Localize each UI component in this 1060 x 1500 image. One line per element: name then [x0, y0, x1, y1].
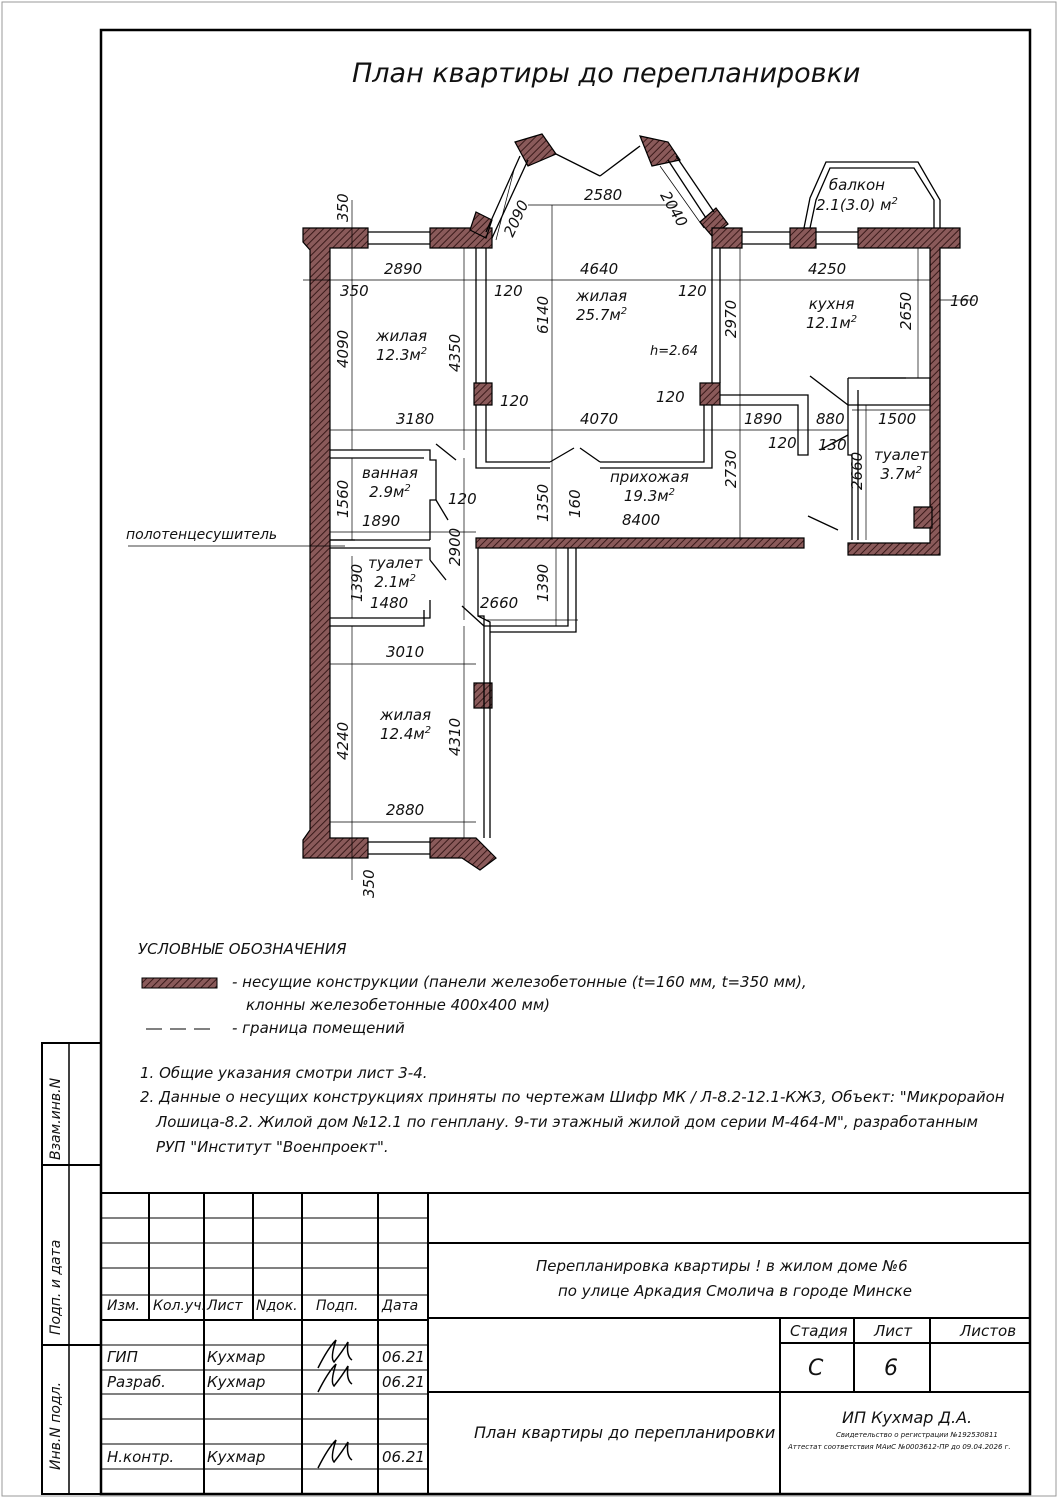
- dim-160-a: 160: [950, 292, 979, 310]
- dim-120-b: 120: [678, 282, 707, 300]
- dim-120-c: 120: [500, 392, 529, 410]
- dim-160-b: 160: [566, 489, 584, 518]
- stamp-name-nkontr: Кухмар: [207, 1448, 266, 1466]
- stamp-header-list: Лист: [207, 1298, 243, 1314]
- floor-plan: [303, 134, 975, 880]
- stamp-header-kolch: Кол.уч.: [153, 1298, 206, 1314]
- dim-8400: 8400: [622, 511, 661, 529]
- ceiling-height: h=2.64: [650, 344, 699, 359]
- area-unit-sup: 2: [620, 306, 628, 317]
- area-unit-sup: 2: [409, 573, 416, 584]
- note-2c: РУП "Институт "Военпроект".: [156, 1138, 389, 1156]
- area-unit-sup: 2: [404, 483, 411, 494]
- room-area: 19.3м: [623, 487, 669, 505]
- room-label-living-left: [376, 329, 427, 363]
- room-area: 2.1(3.0) м: [816, 196, 892, 214]
- dim-350-a: 350: [334, 193, 352, 222]
- wall-top-right: [848, 228, 960, 555]
- room-area: 12.1м: [806, 314, 851, 332]
- dim-880: 880: [816, 410, 845, 428]
- dim-1500: 1500: [878, 410, 917, 428]
- note-1: 1. Общие указания смотри лист 3-4.: [140, 1064, 428, 1082]
- dim-4250: 4250: [808, 260, 847, 278]
- room-name: ванная: [362, 464, 418, 482]
- room-label-kitchen: [806, 297, 857, 331]
- room-name: прихожая: [610, 468, 689, 486]
- dim-2660-a: 2660: [848, 451, 866, 490]
- dim-120-d: 120: [656, 388, 685, 406]
- room-name: балкон: [828, 176, 885, 194]
- stamp-role-razrab: Разраб.: [107, 1373, 166, 1391]
- signatures: [318, 1340, 352, 1468]
- dim-4090: 4090: [334, 329, 352, 368]
- dim-1390-a: 1390: [348, 563, 366, 602]
- dim-2660-b: 2660: [480, 594, 519, 612]
- legend-bearing-line1: - несущие конструкции (панели железобетонные (t=160 мм, t=350 мм),: [232, 973, 807, 991]
- towel-dryer-label: полотенцесушитель: [126, 527, 278, 543]
- column-bay-top-left: [515, 134, 556, 166]
- side-label-podp: Подп. и дата: [48, 1239, 64, 1335]
- side-label-inv: Инв.N подл.: [48, 1381, 64, 1470]
- room-area: 3.7м: [880, 465, 916, 483]
- stamp-date-razrab: 06.21: [382, 1373, 425, 1391]
- dim-120-e: 120: [768, 434, 797, 452]
- area-unit-sup: 2: [850, 314, 858, 325]
- wall-top-mid: [712, 228, 742, 248]
- dim-6140: 6140: [534, 295, 552, 334]
- stamp-name-razrab: Кухмар: [207, 1373, 266, 1391]
- project-line-2: по улице Аркадия Смолича в городе Минске: [558, 1282, 913, 1300]
- drawing-title: План квартиры до перепланировки: [474, 1423, 776, 1442]
- dim-4070: 4070: [580, 410, 619, 428]
- column-center-right: [700, 383, 720, 405]
- dim-120-f: 120: [448, 490, 477, 508]
- stamp-stage-value: С: [808, 1356, 824, 1381]
- column-bay-top-right: [640, 136, 680, 166]
- stamp-header-podp: Подп.: [316, 1298, 359, 1314]
- room-name: жилая: [380, 706, 432, 724]
- dim-1480: 1480: [370, 594, 409, 612]
- dim-2890: 2890: [384, 260, 423, 278]
- dim-350-c: 350: [360, 869, 378, 898]
- dim-2580: 2580: [584, 186, 623, 204]
- certificate-line-1: Свидетельство о регистрации №192530811: [836, 1431, 998, 1439]
- dim-120-a: 120: [494, 282, 523, 300]
- dim-2970: 2970: [722, 299, 740, 338]
- area-unit-sup: 2: [891, 196, 898, 207]
- wall-bottom: [430, 838, 496, 870]
- area-unit-sup: 2: [424, 725, 432, 736]
- room-label-toilet-right: [874, 448, 928, 482]
- room-name: туалет: [368, 554, 423, 572]
- room-label-living-bottom: [380, 708, 431, 742]
- legend-bearing-swatch: [142, 978, 217, 988]
- dim-4240: 4240: [334, 721, 352, 760]
- project-line-1: Перепланировка квартиры ! в жилом доме №6: [536, 1257, 908, 1275]
- dim-2880: 2880: [386, 801, 425, 819]
- room-label-hall: [610, 470, 689, 504]
- dim-350-b: 350: [340, 282, 369, 300]
- note-2b: Лошица-8.2. Жилой дом №12.1 по генплану. 9-ти этажный жилой дом серии М-464-М", разработанным: [156, 1113, 978, 1131]
- dim-4310: 4310: [446, 717, 464, 756]
- stamp-stage-header: Стадия: [790, 1322, 848, 1340]
- room-label-toilet-left: [368, 556, 422, 590]
- area-unit-sup: 2: [668, 487, 675, 498]
- room-name: туалет: [874, 446, 929, 464]
- room-label-balcony: [816, 178, 898, 213]
- wall-corridor: [476, 538, 804, 548]
- legend-heading: УСЛОВНЫЕ ОБОЗНАЧЕНИЯ: [138, 940, 347, 958]
- stamp-name-gip: Кухмар: [207, 1348, 266, 1366]
- dim-2090: 2090: [500, 197, 533, 240]
- stamp-sheet-header: Лист: [874, 1322, 913, 1340]
- stamp-date-nkontr: 06.21: [382, 1448, 425, 1466]
- wall-left: [303, 228, 368, 858]
- stamp-sheets-header: Листов: [960, 1322, 1017, 1340]
- dim-3180: 3180: [396, 410, 435, 428]
- stamp-header-izm: Изм.: [107, 1298, 140, 1314]
- legend-boundary: - граница помещений: [232, 1019, 405, 1037]
- area-unit-sup: 2: [420, 346, 428, 357]
- note-2a: 2. Данные о несущих конструкциях приняты по чертежам Шифр МК / Л-8.2-12.1-КЖ3, Объект: "Микрорайон: [140, 1088, 1005, 1106]
- room-name: жилая: [576, 287, 628, 305]
- dim-2900: 2900: [446, 527, 464, 566]
- column-center-left: [474, 383, 492, 405]
- dim-1350: 1350: [534, 483, 552, 522]
- room-area: 25.7м: [576, 306, 621, 324]
- stamp-header-ndok: Nдок.: [256, 1298, 298, 1314]
- stamp-role-gip: ГИП: [107, 1348, 138, 1366]
- dim-1890-b: 1890: [362, 512, 401, 530]
- column-lower: [474, 683, 492, 708]
- legend-bearing-line2: клонны железобетонные 400х400 мм): [246, 996, 550, 1014]
- dim-1890-a: 1890: [744, 410, 783, 428]
- side-label-vzam: Взам.инв.N: [48, 1077, 64, 1160]
- column-kitchen: [914, 507, 932, 528]
- dim-130: 130: [818, 436, 847, 454]
- stamp-date-gip: 06.21: [382, 1348, 425, 1366]
- page-title: План квартиры до перепланировки: [352, 58, 861, 89]
- room-label-living-large: [576, 289, 627, 323]
- area-unit-sup: 2: [915, 465, 922, 476]
- dim-4350: 4350: [446, 333, 464, 372]
- stamp-header-data: Дата: [382, 1298, 419, 1314]
- dim-2650: 2650: [897, 291, 915, 330]
- dim-1390-b: 1390: [534, 563, 552, 602]
- room-area: 12.3м: [376, 346, 421, 364]
- stamp-role-nkontr: Н.контр.: [107, 1448, 175, 1466]
- certificate-line-2: Аттестат соответствия МАиС №0003612-ПР до 09.04.2026 г.: [788, 1443, 1011, 1451]
- room-name: кухня: [808, 295, 855, 313]
- stamp-sheet-value: 6: [884, 1356, 898, 1381]
- company-name: ИП Кухмар Д.А.: [842, 1408, 973, 1427]
- room-label-bathroom: [362, 466, 418, 500]
- column-balcony-left: [790, 228, 816, 248]
- dim-3010: 3010: [386, 643, 425, 661]
- dim-2730: 2730: [722, 449, 740, 488]
- dim-1560: 1560: [334, 479, 352, 518]
- dim-2040: 2040: [656, 188, 692, 231]
- room-name: жилая: [376, 327, 428, 345]
- room-area: 2.1м: [374, 573, 410, 591]
- room-area: 12.4м: [380, 725, 425, 743]
- dim-4640: 4640: [580, 260, 619, 278]
- room-area: 2.9м: [369, 483, 405, 501]
